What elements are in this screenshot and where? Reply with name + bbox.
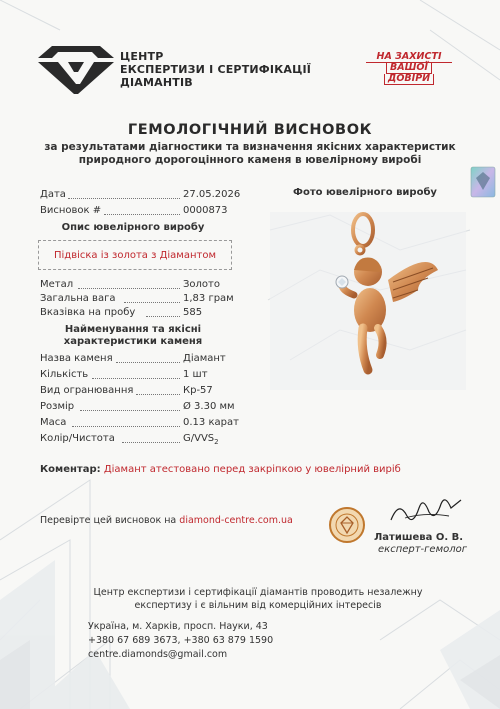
comment-value: Діамант атестовано перед закріпкою у ювелірний виріб xyxy=(103,464,401,475)
stone-value: 1 шт xyxy=(183,369,208,380)
hologram-sticker-icon xyxy=(470,166,496,198)
info-label: Висновок # xyxy=(40,205,102,216)
handwritten-signature xyxy=(385,490,465,530)
info-value: 27.05.2026 xyxy=(183,189,241,200)
info-label: Дата xyxy=(40,189,66,200)
dotted-leader xyxy=(122,442,180,443)
stone-section-line: Найменування та якісні xyxy=(64,324,202,335)
stamp-line: НА ЗАХИСТІ xyxy=(366,52,452,63)
document-subtitle xyxy=(30,141,470,167)
product-description: Підвіска із золота з Діамантом xyxy=(38,240,232,270)
subtitle-line: за результатами діагностики та визначення якісних характеристик xyxy=(44,141,456,153)
stone-value: Діамант xyxy=(183,353,226,364)
signer-role: експерт-гемолог xyxy=(378,544,467,555)
org-name xyxy=(120,50,311,89)
dotted-leader xyxy=(92,378,180,379)
seal-stamp-icon xyxy=(328,506,366,544)
stone-label: Маса xyxy=(40,417,67,428)
address-line: Україна, м. Харків, просп. Науки, 43 xyxy=(88,621,268,632)
stone-value: Ø 3.30 мм xyxy=(183,401,235,412)
org-name-line: ДІАМАНТІВ xyxy=(120,76,193,89)
diamond-logo-icon xyxy=(38,44,114,94)
phone-line: +380 67 689 3673, +380 63 879 1590 xyxy=(88,635,274,646)
stone-label: Назва каменя xyxy=(40,353,113,364)
dotted-leader xyxy=(68,198,180,199)
metal-value: 585 xyxy=(183,307,203,318)
product-section-heading: Опис ювелірного виробу xyxy=(61,222,205,233)
comment-label: Коментар: xyxy=(40,464,101,475)
footer-line: Центр експертизи і сертифікації діамантів проводить незалежну xyxy=(93,587,423,598)
stone-section-heading xyxy=(40,324,226,348)
stone-value-subscript: 2 xyxy=(214,438,219,446)
dotted-leader xyxy=(136,394,180,395)
stamp-line: ВАШОЇ xyxy=(386,63,432,74)
stone-value-main: G/VVS xyxy=(183,433,215,444)
dotted-leader xyxy=(80,410,180,411)
footer-line: експертизу і є вільним від комерційних інтересів xyxy=(134,600,382,611)
comment-line xyxy=(40,464,401,475)
verify-text: Перевірте цей висновок на xyxy=(40,515,177,526)
stone-label: Розмір xyxy=(40,401,75,412)
metal-value: Золото xyxy=(183,279,220,290)
metal-label: Загальна вага xyxy=(40,293,116,304)
trust-stamp xyxy=(366,52,452,85)
document-title: ГЕМОЛОГІЧНИЙ ВИСНОВОК xyxy=(127,122,373,138)
metal-value: 1,83 грам xyxy=(183,293,234,304)
stone-value: Кр-57 xyxy=(183,385,213,396)
signer-name: Латишева О. В. xyxy=(374,532,464,543)
org-name-line: ЦЕНТР xyxy=(120,50,164,63)
dotted-leader xyxy=(116,362,180,363)
footer-statement xyxy=(88,586,428,612)
verify-site-link[interactable]: diamond-centre.com.ua xyxy=(179,515,293,526)
stone-label: Кількість xyxy=(40,369,89,380)
dotted-leader xyxy=(146,316,180,317)
metal-label: Метал xyxy=(40,279,74,290)
verify-line xyxy=(40,515,293,526)
metal-label: Вказівка на пробу xyxy=(40,307,136,318)
stone-label: Колір/Чистота xyxy=(40,433,115,444)
dotted-leader xyxy=(124,302,180,303)
stone-section-line: характеристики каменя xyxy=(63,336,203,347)
stone-value: 0.13 карат xyxy=(183,417,239,428)
subtitle-line: природного дорогоцінного каменя в ювелірному виробі xyxy=(78,154,422,166)
email-line[interactable]: centre.diamonds@gmail.com xyxy=(88,649,228,660)
stamp-line: ДОВІРИ xyxy=(384,74,434,85)
org-name-line: ЕКСПЕРТИЗИ І СЕРТИФІКАЦІЇ xyxy=(120,63,312,76)
photo-label: Фото ювелірного виробу xyxy=(293,187,437,198)
pendant-photo xyxy=(268,210,466,390)
dotted-leader xyxy=(72,426,180,427)
dotted-leader xyxy=(78,288,180,289)
stone-label: Вид огранювання xyxy=(40,385,134,396)
dotted-leader xyxy=(104,214,180,215)
info-value: 0000873 xyxy=(183,205,228,216)
stone-value xyxy=(183,433,219,446)
